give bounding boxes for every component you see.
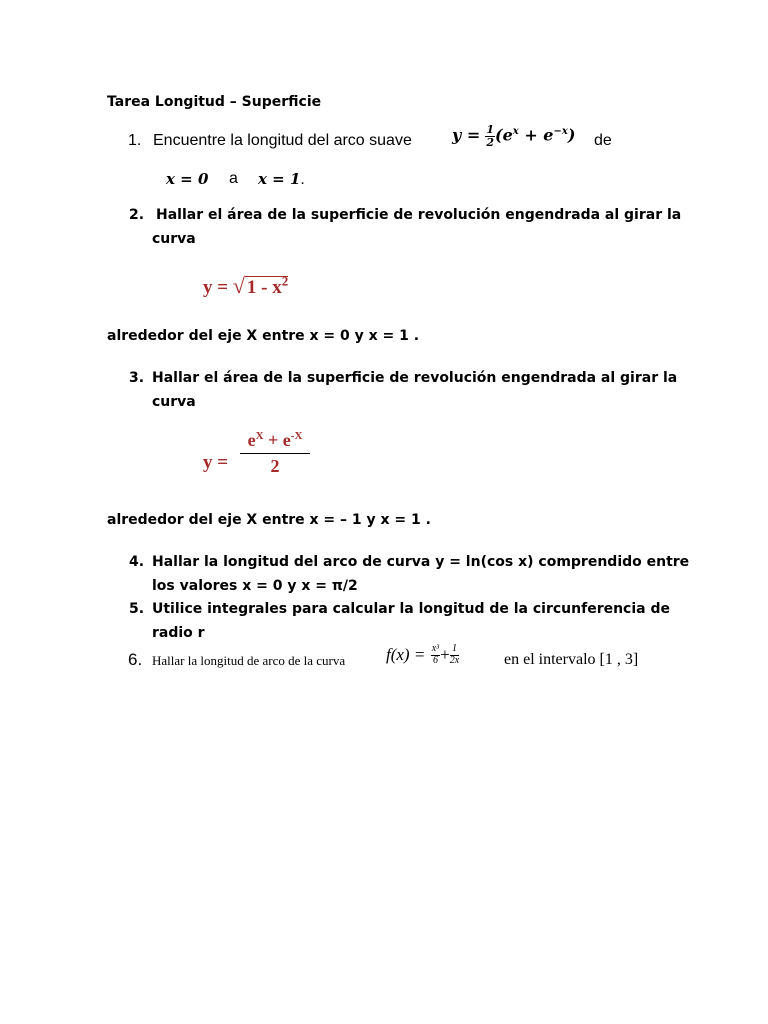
problem-4-line2: los valores x = 0 y x = π/2 <box>152 578 358 594</box>
problem-5-number: 5. <box>129 601 145 617</box>
problem-3-line2: curva <box>152 394 196 410</box>
problem-6-text: Hallar la longitud de arco de la curva <box>152 653 346 668</box>
problem-2-formula: y = √ $1 - x^2$ <box>203 273 289 298</box>
problem-2-line1: Hallar el área de la superficie de revolución engendrada al girar la <box>156 207 682 223</box>
problem-1-to: x = 1. <box>258 170 305 188</box>
problem-1-number: 1. <box>128 132 142 149</box>
problem-6-function: f(x) = $\frac{\text{x³}}{6}$ + $\frac{1}{2x}$ <box>386 643 460 666</box>
problem-1-de: de <box>594 132 612 149</box>
problem-2-line2: curva <box>152 231 196 247</box>
problem-1-text: Encuentre la longitud del arco suave <box>153 132 412 149</box>
problem-2-around: alrededor del eje X entre x = 0 y x = 1 . <box>107 328 420 344</box>
problem-3-formula-lhs: y = <box>203 452 229 473</box>
problem-5-line2: radio r <box>152 625 205 641</box>
problem-6-tail: en el intervalo [1 , 3] <box>504 651 639 668</box>
problem-3-line1: Hallar el área de la superficie de revolución engendrada al girar la <box>152 370 678 386</box>
problem-3-formula-fraction: $e^X + e^{-X}$ 2 <box>240 430 310 477</box>
problem-3-number: 3. <box>129 370 145 386</box>
problem-2-number: 2. <box>129 207 145 223</box>
problem-4-line1: Hallar la longitud del arco de curva y = ln(cos x) comprendido entre <box>152 554 690 570</box>
problem-6-number: 6. <box>128 650 143 669</box>
problem-1-from: x = 0 <box>166 170 209 188</box>
problem-4-number: 4. <box>129 554 145 570</box>
problem-1-a: a <box>229 170 238 187</box>
problem-5-line1: Utilice integrales para calcular la longitud de la circunferencia de <box>152 601 670 617</box>
problem-3-around: alrededor del eje X entre x = – 1 y x = 1 . <box>107 512 431 528</box>
page-title: Tarea Longitud – Superficie <box>107 94 322 110</box>
problem-1-equation: y = $\frac{1}{2}$ $(e^x + e^{-x})$ <box>452 123 576 149</box>
